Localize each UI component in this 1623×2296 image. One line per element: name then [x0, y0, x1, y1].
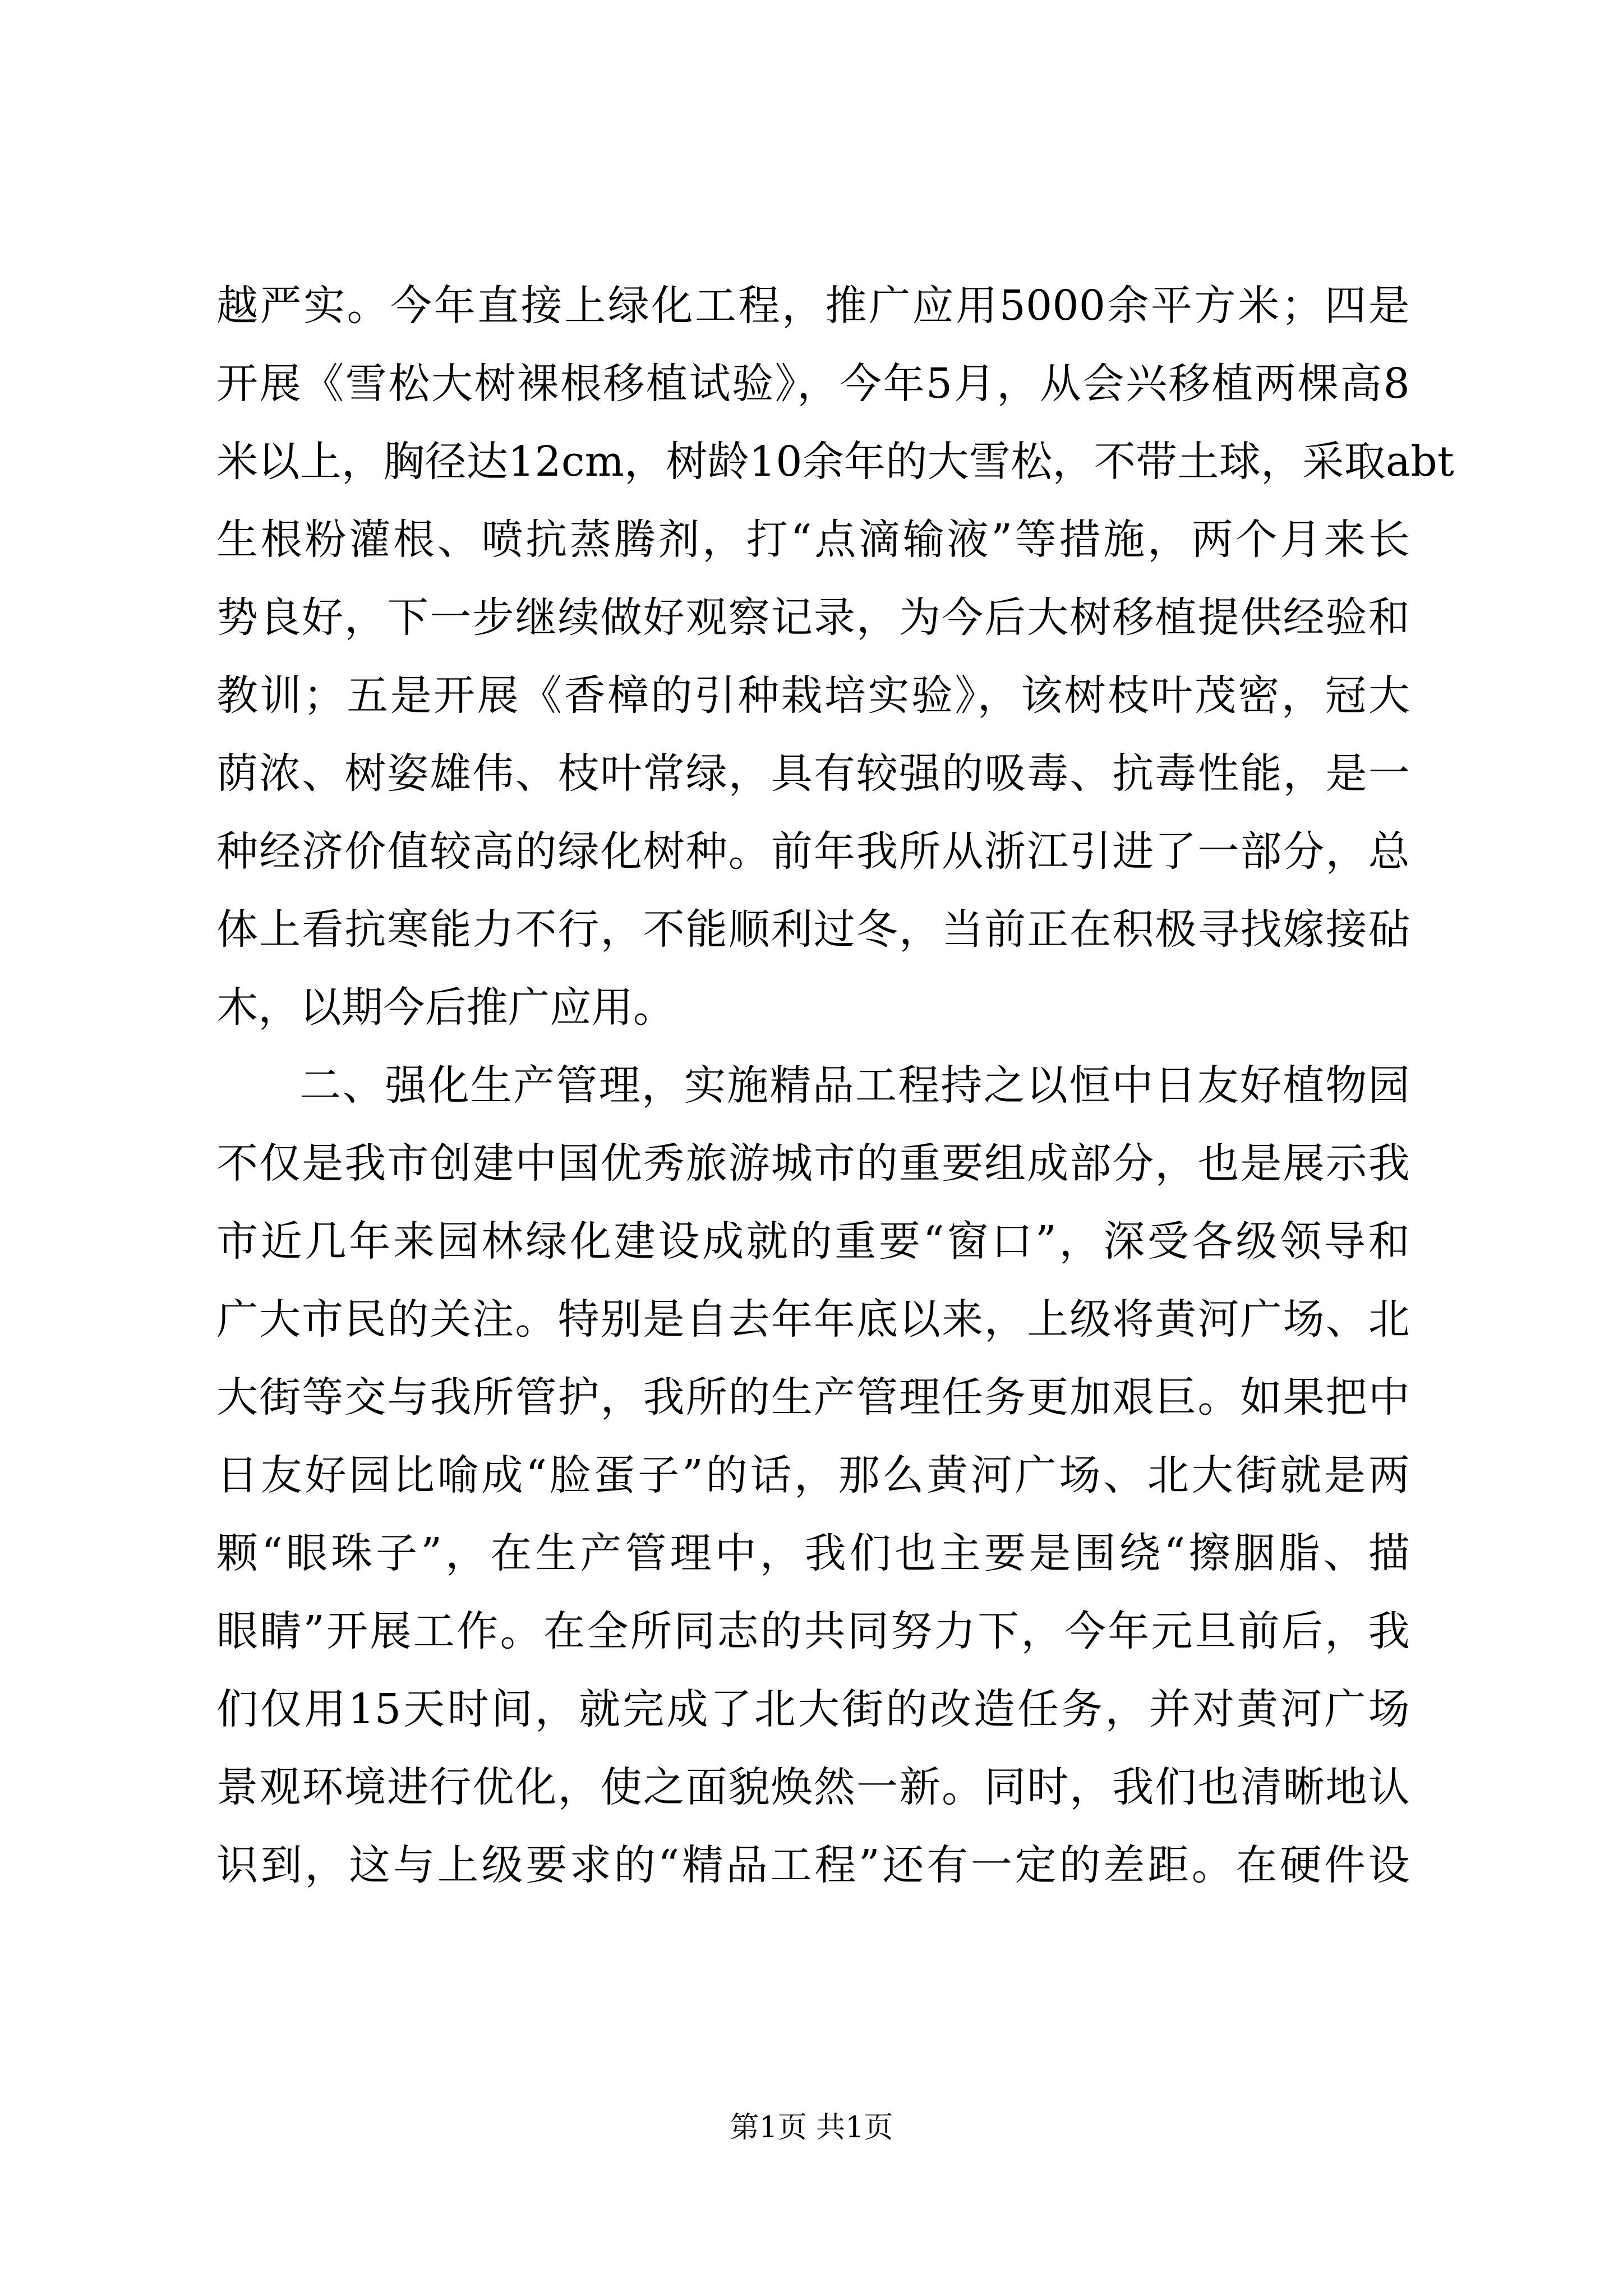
text-line: 势良好，下一步继续做好观察记录，为今后大树移植提供经验和 — [216, 593, 1410, 642]
text-line: 体上看抗寒能力不行，不能顺利过冬，当前正在积极寻找嫁接砧 — [216, 905, 1410, 954]
text-line: 颗“眼珠子”，在生产管理中，我们也主要是围绕“擦胭脂、描 — [216, 1529, 1410, 1577]
section-heading-line: 二、强化生产管理，实施精品工程持之以恒中日友好植物园 — [299, 1061, 1410, 1110]
text-line: 识到，这与上级要求的“精品工程”还有一定的差距。在硬件设 — [216, 1841, 1410, 1889]
text-line: 大街等交与我所管护，我所的生产管理任务更加艰巨。如果把中 — [216, 1373, 1410, 1421]
page-number-label: 第1页 共1页 — [730, 2111, 893, 2145]
text-line: 越严实。今年直接上绿化工程，推广应用5000余平方米；四是 — [216, 282, 1410, 330]
text-line: 生根粉灌根、喷抗蒸腾剂，打“点滴输液”等措施，两个月来长 — [216, 516, 1410, 564]
page-footer — [0, 2108, 1623, 2147]
text-line: 米以上，胸径达12cm，树龄10余年的大雪松，不带土球，采取abt — [216, 438, 1455, 486]
paragraph-end-line: 木，以期今后推广应用。 — [216, 983, 675, 1032]
text-line: 们仅用15天时间，就完成了北大街的改造任务，并对黄河广场 — [216, 1685, 1410, 1733]
text-line: 广大市民的关注。特别是自去年年底以来，上级将黄河广场、北 — [216, 1295, 1410, 1343]
document-body — [216, 267, 1455, 1904]
text-line: 景观环境进行优化，使之面貌焕然一新。同时，我们也清晰地认 — [216, 1763, 1410, 1811]
text-line: 眼睛”开展工作。在全所同志的共同努力下，今年元旦前后，我 — [216, 1607, 1410, 1655]
text-line: 开展《雪松大树裸根移植试验》，今年5月，从会兴移植两棵高8 — [216, 360, 1410, 408]
text-line: 日友好园比喻成“脸蛋子”的话，那么黄河广场、北大街就是两 — [216, 1451, 1410, 1499]
text-line: 荫浓、树姿雄伟、枝叶常绿，具有较强的吸毒、抗毒性能，是一 — [216, 749, 1410, 798]
text-line: 不仅是我市创建中国优秀旅游城市的重要组成部分，也是展示我 — [216, 1139, 1410, 1188]
text-line: 种经济价值较高的绿化树种。前年我所从浙江引进了一部分，总 — [216, 827, 1410, 876]
text-line: 教训；五是开展《香樟的引种栽培实验》，该树枝叶茂密，冠大 — [216, 671, 1410, 720]
text-line: 市近几年来园林绿化建设成就的重要“窗口”，深受各级领导和 — [216, 1217, 1410, 1266]
